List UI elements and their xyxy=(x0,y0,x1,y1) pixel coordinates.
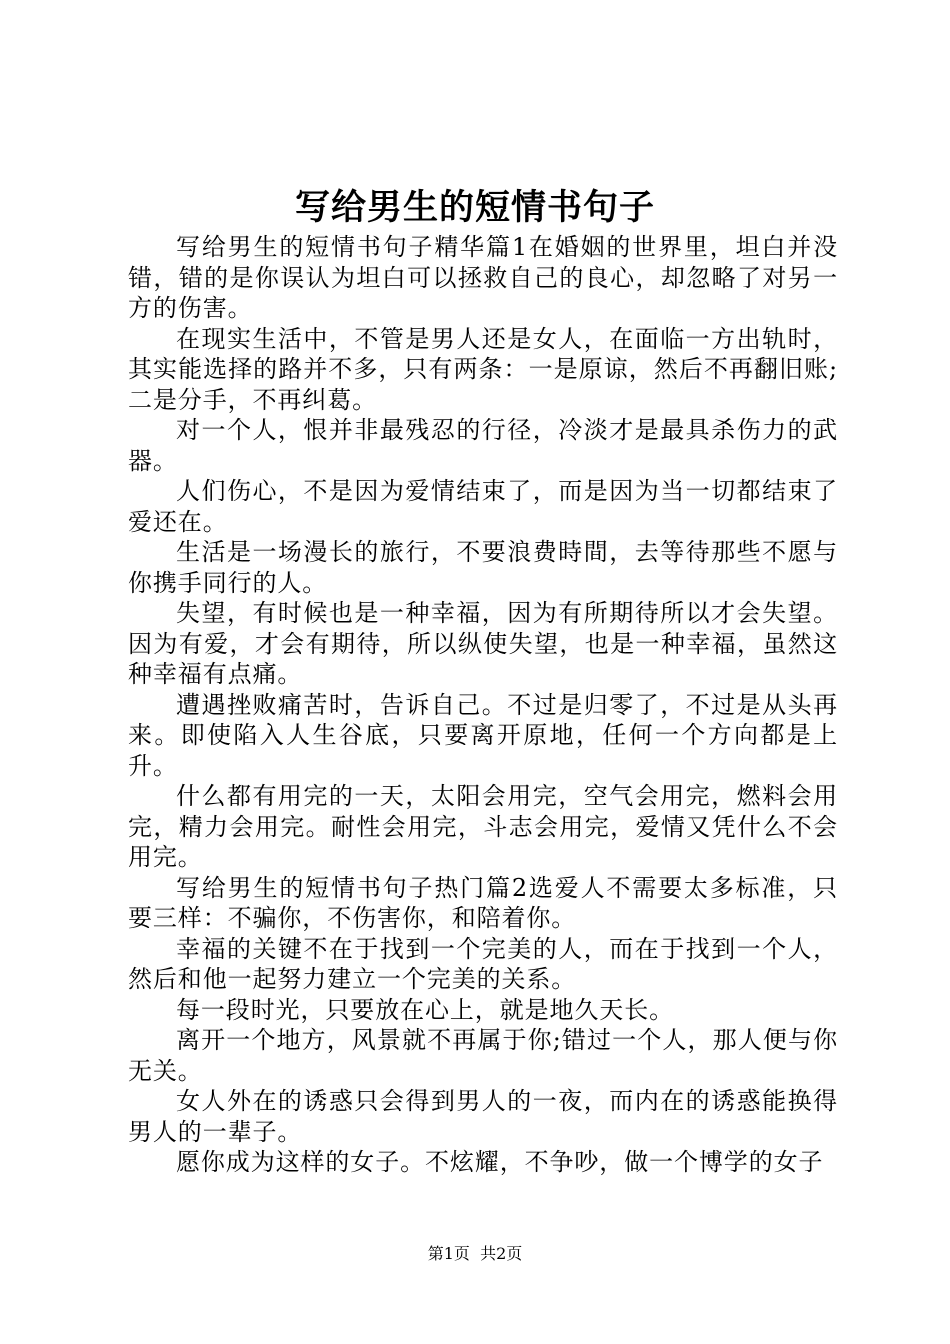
paragraph: 生活是一场漫长的旅行，不要浪费時間，去等待那些不愿与你携手同行的人。 xyxy=(128,538,838,597)
paragraph: 对一个人，恨并非最残忍的行径，冷淡才是最具杀伤力的武器。 xyxy=(128,416,838,475)
page-footer xyxy=(0,1243,950,1265)
paragraph: 写给男生的短情书句子热门篇2选爱人不需要太多标准，只要三样：不骗你，不伤害你，和陪着你。 xyxy=(128,873,838,932)
document-title: 写给男生的短情书句子 xyxy=(294,187,655,228)
paragraph: 人们伤心，不是因为爱情结束了，而是因为当一切都结束了爱还在。 xyxy=(128,477,838,536)
paragraph: 愿你成为这样的女子。不炫耀，不争吵，做一个博学的女子 xyxy=(176,1148,824,1176)
paragraph: 什么都有用完的一天，太阳会用完，空气会用完，燃料会用完，精力会用完。耐性会用完，斗志会用完，爱情又凭什么不会用完。 xyxy=(128,782,838,871)
paragraph: 遭遇挫败痛苦时，告诉自己。不过是归零了，不过是从头再来。即使陷入人生谷底，只要离开原地，任何一个方向都是上升。 xyxy=(128,690,838,780)
paragraph: 每一段时光，只要放在心上，就是地久天长。 xyxy=(176,995,674,1024)
page-number: 第1页 xyxy=(427,1244,470,1263)
paragraph: 幸福的关键不在于找到一个完美的人，而在于找到一个人，然后和他一起努力建立一个完美的关系。 xyxy=(128,934,838,993)
page-total: 共2页 xyxy=(480,1244,523,1263)
paragraph: 在现实生活中，不管是男人还是女人，在面临一方出轨时，其实能选择的路并不多，只有两条：一是原谅，然后不再翻旧账;二是分手，不再纠葛。 xyxy=(128,324,838,414)
paragraph: 女人外在的诱惑只会得到男人的一夜，而内在的诱惑能换得男人的一辈子。 xyxy=(128,1087,838,1146)
paragraph: 离开一个地方，风景就不再属于你;错过一个人，那人便与你无关。 xyxy=(128,1026,838,1085)
paragraph: 失望，有时候也是一种幸福，因为有所期待所以才会失望。因为有爱，才会有期待，所以纵使失望，也是一种幸福，虽然这种幸福有点痛。 xyxy=(128,599,838,688)
paragraph: 写给男生的短情书句子精华篇1在婚姻的世界里，坦白并没错，错的是你误认为坦白可以拯救自己的良心，却忽略了对另一方的伤害。 xyxy=(128,233,838,322)
document-body xyxy=(128,232,838,1178)
